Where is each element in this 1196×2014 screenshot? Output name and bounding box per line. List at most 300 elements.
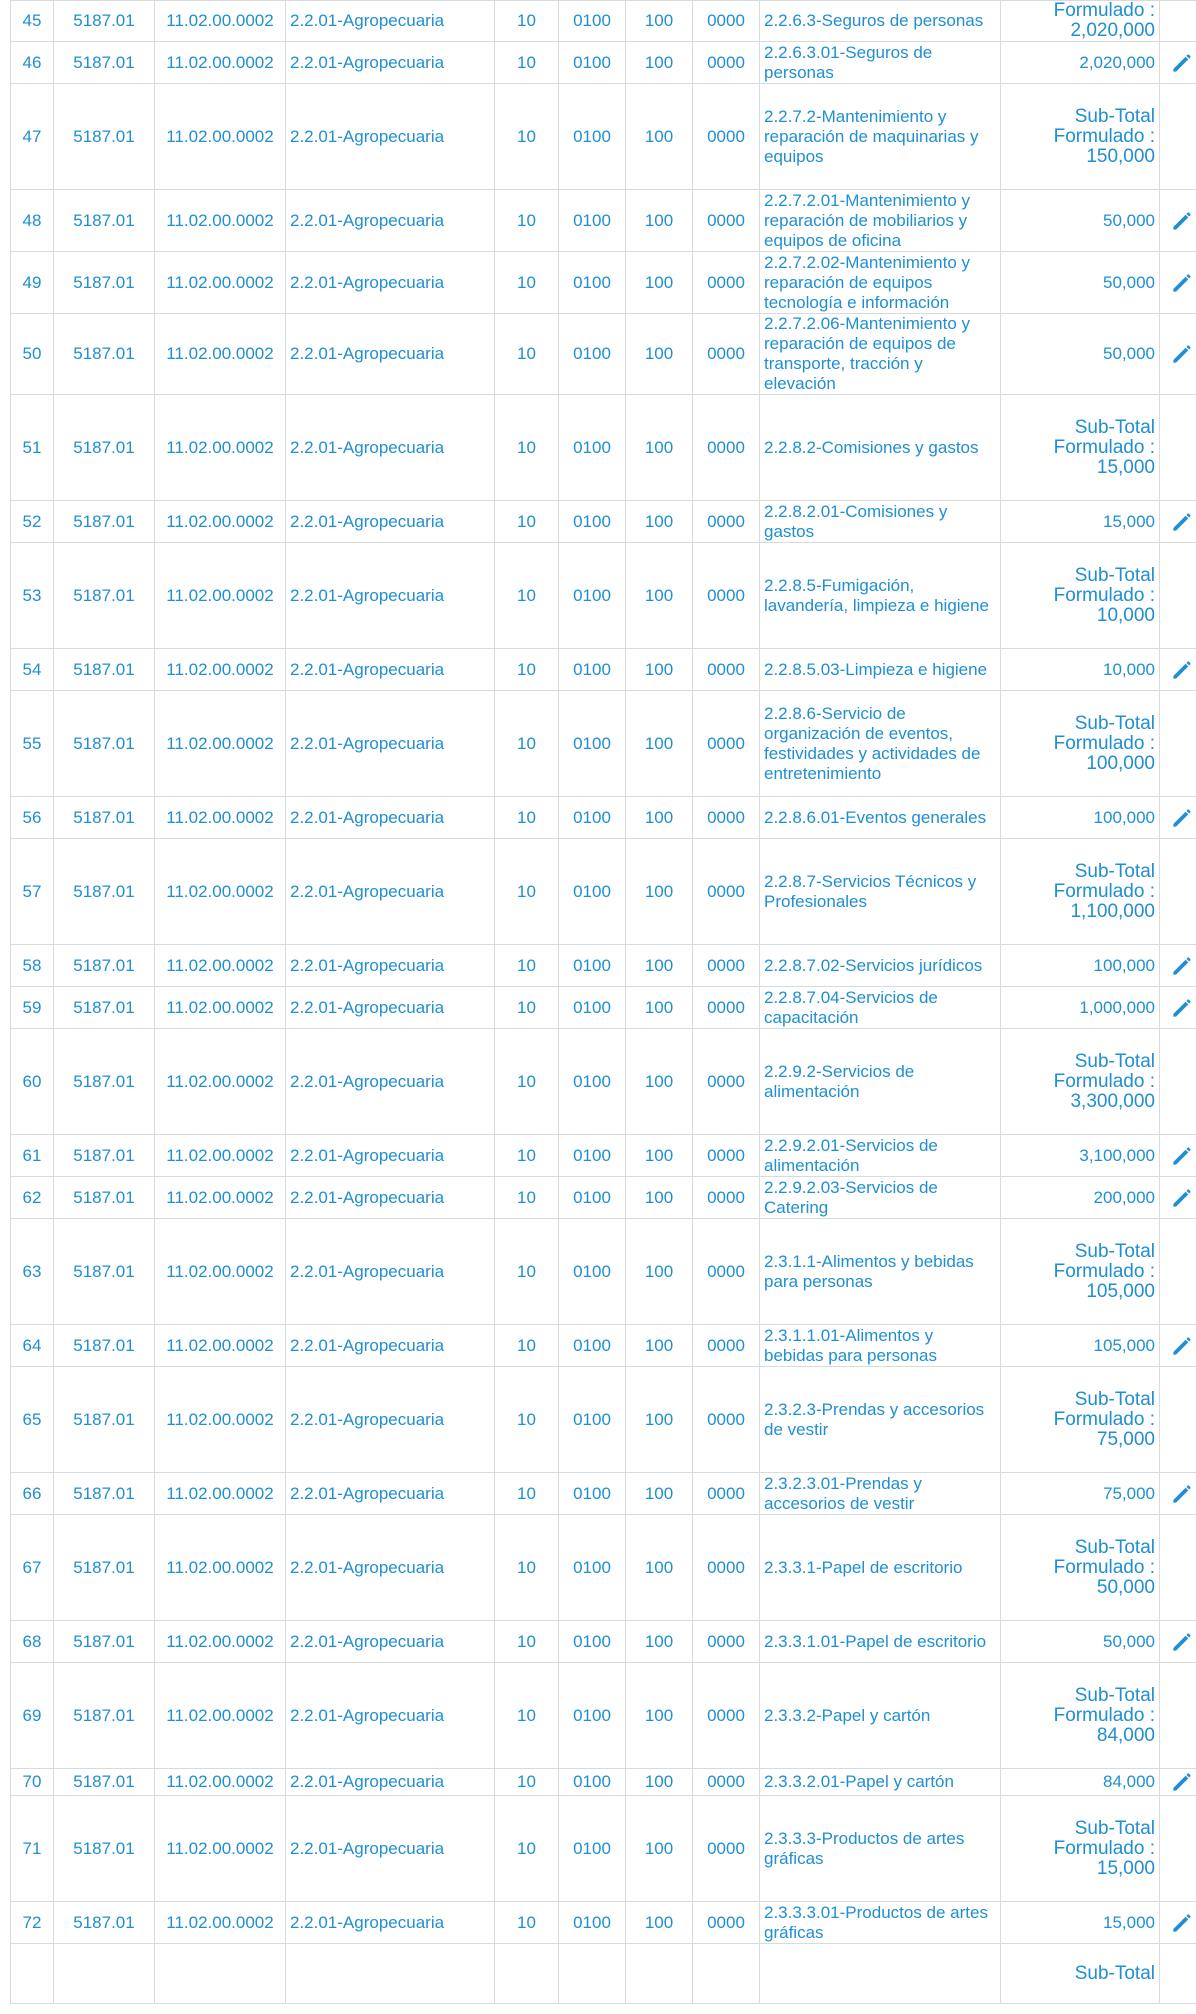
amount-value: 15,000 <box>1103 511 1155 531</box>
unit-cell: 2.2.01-Agropecuaria <box>286 252 495 314</box>
object-description-cell: 2.3.3.2.01-Papel y cartón <box>760 1769 1001 1796</box>
amount-cell <box>1001 1177 1160 1219</box>
amount-cell <box>1001 252 1160 314</box>
object-description-cell: 2.2.6.3.01-Seguros de personas <box>760 42 1001 84</box>
amount-value: 50,000 <box>1103 210 1155 230</box>
location-cell <box>693 1944 760 2004</box>
row-number-cell: 60 <box>11 1029 54 1135</box>
actions-cell <box>1160 1029 1196 1135</box>
table-row <box>11 1621 1196 1663</box>
table-row <box>11 501 1196 543</box>
subtotal-line: Sub-Total <box>1074 564 1155 586</box>
subtotal-line: 150,000 <box>1086 145 1155 167</box>
activity-cell: 100 <box>626 1473 693 1515</box>
object-description-cell: 2.3.3.2-Papel y cartón <box>760 1663 1001 1769</box>
function-cell: 0100 <box>559 839 626 945</box>
activity-cell: 100 <box>626 42 693 84</box>
table-row <box>11 839 1196 945</box>
function-cell: 0100 <box>559 84 626 190</box>
location-cell: 0000 <box>693 1177 760 1219</box>
account-code-cell: 11.02.00.0002 <box>155 1029 286 1135</box>
function-cell: 0100 <box>559 1367 626 1473</box>
program-code-cell <box>54 1944 155 2004</box>
source-cell: 10 <box>495 1902 559 1944</box>
account-code-cell: 11.02.00.0002 <box>155 1621 286 1663</box>
table-row <box>11 691 1196 797</box>
amount-cell <box>1001 797 1160 839</box>
row-number-cell: 59 <box>11 987 54 1029</box>
table-row <box>11 190 1196 252</box>
table-row <box>11 1177 1196 1219</box>
object-description-cell: 2.2.9.2.01-Servicios de alimentación <box>760 1135 1001 1177</box>
table-row <box>11 1029 1196 1135</box>
row-actions <box>1164 953 1196 979</box>
amount-cell <box>1001 691 1160 797</box>
row-actions <box>1164 50 1196 76</box>
object-description-cell: 2.2.7.2.06-Mantenimiento y reparación de equipos de transporte, tracción y elevación <box>760 314 1001 395</box>
subtotal-line: Formulado : <box>1053 125 1155 147</box>
actions-cell <box>1160 190 1196 252</box>
row-number-cell: 53 <box>11 543 54 649</box>
actions-cell <box>1160 1177 1196 1219</box>
pencil-icon[interactable] <box>1169 270 1195 296</box>
actions-cell <box>1160 1663 1196 1769</box>
subtotal-line: 2,020,000 <box>1070 20 1155 41</box>
location-cell: 0000 <box>693 252 760 314</box>
row-actions <box>1164 1769 1196 1795</box>
amount-cell <box>1001 1219 1160 1325</box>
table-row <box>11 42 1196 84</box>
account-code-cell: 11.02.00.0002 <box>155 1325 286 1367</box>
row-number-cell: 49 <box>11 252 54 314</box>
amount-cell <box>1001 190 1160 252</box>
program-code-cell: 5187.01 <box>54 945 155 987</box>
pencil-icon[interactable] <box>1169 953 1195 979</box>
subtotal-line: Sub-Total <box>1074 416 1155 438</box>
account-code-cell: 11.02.00.0002 <box>155 190 286 252</box>
unit-cell: 2.2.01-Agropecuaria <box>286 839 495 945</box>
location-cell: 0000 <box>693 945 760 987</box>
unit-cell: 2.2.01-Agropecuaria <box>286 42 495 84</box>
table-row <box>11 1473 1196 1515</box>
unit-cell: 2.2.01-Agropecuaria <box>286 1769 495 1796</box>
program-code-cell: 5187.01 <box>54 1219 155 1325</box>
source-cell: 10 <box>495 691 559 797</box>
location-cell: 0000 <box>693 1621 760 1663</box>
row-number-cell: 46 <box>11 42 54 84</box>
table-row <box>11 1769 1196 1796</box>
row-number-cell: 69 <box>11 1663 54 1769</box>
location-cell: 0000 <box>693 1796 760 1902</box>
account-code-cell: 11.02.00.0002 <box>155 1515 286 1621</box>
function-cell: 0100 <box>559 42 626 84</box>
program-code-cell: 5187.01 <box>54 839 155 945</box>
function-cell: 0100 <box>559 1663 626 1769</box>
actions-cell <box>1160 543 1196 649</box>
row-number-cell: 68 <box>11 1621 54 1663</box>
actions-cell <box>1160 1796 1196 1902</box>
table-row <box>11 945 1196 987</box>
amount-cell <box>1001 543 1160 649</box>
program-code-cell: 5187.01 <box>54 1663 155 1769</box>
amount-cell <box>1001 84 1160 190</box>
unit-cell <box>286 1944 495 2004</box>
source-cell <box>495 1944 559 2004</box>
object-description-cell: 2.3.3.3-Productos de artes gráficas <box>760 1796 1001 1902</box>
unit-cell: 2.2.01-Agropecuaria <box>286 1 495 42</box>
account-code-cell: 11.02.00.0002 <box>155 1902 286 1944</box>
amount-cell <box>1001 1325 1160 1367</box>
activity-cell: 100 <box>626 1621 693 1663</box>
table-row <box>11 797 1196 839</box>
row-actions <box>1164 1333 1196 1359</box>
location-cell: 0000 <box>693 84 760 190</box>
amount-cell <box>1001 987 1160 1029</box>
object-description-cell: 2.2.8.2.01-Comisiones y gastos <box>760 501 1001 543</box>
source-cell: 10 <box>495 1029 559 1135</box>
location-cell: 0000 <box>693 42 760 84</box>
amount-value: 3,100,000 <box>1079 1145 1155 1165</box>
subtotal-line: Formulado : <box>1053 584 1155 606</box>
function-cell: 0100 <box>559 543 626 649</box>
location-cell: 0000 <box>693 1473 760 1515</box>
subtotal-line: Formulado : <box>1053 0 1155 21</box>
row-number-cell: 48 <box>11 190 54 252</box>
object-description-cell: 2.2.7.2-Mantenimiento y reparación de maquinarias y equipos <box>760 84 1001 190</box>
table-row <box>11 84 1196 190</box>
amount-cell <box>1001 1473 1160 1515</box>
row-number-cell: 64 <box>11 1325 54 1367</box>
pencil-icon[interactable] <box>1169 208 1195 234</box>
source-cell: 10 <box>495 1135 559 1177</box>
actions-cell <box>1160 649 1196 691</box>
row-number-cell: 67 <box>11 1515 54 1621</box>
source-cell: 10 <box>495 1515 559 1621</box>
pencil-icon[interactable] <box>1169 341 1195 367</box>
object-description-cell: 2.2.9.2.03-Servicios de Catering <box>760 1177 1001 1219</box>
object-description-cell: 2.3.3.1.01-Papel de escritorio <box>760 1621 1001 1663</box>
unit-cell: 2.2.01-Agropecuaria <box>286 501 495 543</box>
source-cell: 10 <box>495 797 559 839</box>
amount-value: 100,000 <box>1093 955 1155 975</box>
activity-cell: 100 <box>626 797 693 839</box>
program-code-cell: 5187.01 <box>54 1473 155 1515</box>
activity-cell: 100 <box>626 1515 693 1621</box>
function-cell: 0100 <box>559 1135 626 1177</box>
account-code-cell: 11.02.00.0002 <box>155 1 286 42</box>
location-cell: 0000 <box>693 1029 760 1135</box>
subtotal-line: 10,000 <box>1096 604 1155 626</box>
source-cell: 10 <box>495 314 559 395</box>
subtotal-line: Sub-Total <box>1074 1962 1155 1984</box>
activity-cell: 100 <box>626 252 693 314</box>
subtotal-line: Formulado : <box>1053 1556 1155 1578</box>
source-cell: 10 <box>495 1473 559 1515</box>
activity-cell: 100 <box>626 1219 693 1325</box>
pencil-icon[interactable] <box>1169 1769 1195 1795</box>
row-number-cell: 58 <box>11 945 54 987</box>
source-cell: 10 <box>495 1367 559 1473</box>
unit-cell: 2.2.01-Agropecuaria <box>286 987 495 1029</box>
location-cell: 0000 <box>693 1515 760 1621</box>
subtotal-line: Sub-Total <box>1074 1536 1155 1558</box>
actions-cell <box>1160 1515 1196 1621</box>
subtotal-line: Sub-Total <box>1074 712 1155 734</box>
source-cell: 10 <box>495 395 559 501</box>
object-description-cell <box>760 1944 1001 2004</box>
object-description-cell: 2.3.1.1.01-Alimentos y bebidas para personas <box>760 1325 1001 1367</box>
pencil-icon[interactable] <box>1169 509 1195 535</box>
pencil-icon[interactable] <box>1169 1143 1195 1169</box>
source-cell: 10 <box>495 1663 559 1769</box>
pencil-icon[interactable] <box>1169 1185 1195 1211</box>
source-cell: 10 <box>495 252 559 314</box>
location-cell: 0000 <box>693 691 760 797</box>
activity-cell: 100 <box>626 649 693 691</box>
subtotal-line: 3,300,000 <box>1070 1090 1155 1112</box>
account-code-cell: 11.02.00.0002 <box>155 501 286 543</box>
amount-cell <box>1001 1769 1160 1796</box>
row-number-cell: 50 <box>11 314 54 395</box>
location-cell: 0000 <box>693 190 760 252</box>
subtotal-line: Formulado : <box>1053 732 1155 754</box>
program-code-cell: 5187.01 <box>54 543 155 649</box>
actions-cell <box>1160 1367 1196 1473</box>
program-code-cell: 5187.01 <box>54 797 155 839</box>
row-number-cell: 52 <box>11 501 54 543</box>
location-cell: 0000 <box>693 543 760 649</box>
row-actions <box>1164 509 1196 535</box>
budget-table-sheet <box>10 0 1196 2014</box>
pencil-icon[interactable] <box>1169 1629 1195 1655</box>
amount-cell <box>1001 1 1160 42</box>
unit-cell: 2.2.01-Agropecuaria <box>286 314 495 395</box>
row-actions <box>1164 1143 1196 1169</box>
account-code-cell: 11.02.00.0002 <box>155 1796 286 1902</box>
program-code-cell: 5187.01 <box>54 1029 155 1135</box>
amount-value: 75,000 <box>1103 1483 1155 1503</box>
row-number-cell: 70 <box>11 1769 54 1796</box>
program-code-cell: 5187.01 <box>54 987 155 1029</box>
row-number-cell <box>11 1944 54 2004</box>
table-row <box>11 1944 1196 2004</box>
amount-cell <box>1001 1663 1160 1769</box>
object-description-cell: 2.2.8.5.03-Limpieza e higiene <box>760 649 1001 691</box>
subtotal-line: Formulado : <box>1053 436 1155 458</box>
object-description-cell: 2.2.7.2.02-Mantenimiento y reparación de equipos tecnología e información <box>760 252 1001 314</box>
activity-cell: 100 <box>626 1902 693 1944</box>
actions-cell <box>1160 987 1196 1029</box>
activity-cell: 100 <box>626 1796 693 1902</box>
activity-cell: 100 <box>626 1367 693 1473</box>
account-code-cell: 11.02.00.0002 <box>155 1663 286 1769</box>
unit-cell: 2.2.01-Agropecuaria <box>286 797 495 839</box>
unit-cell: 2.2.01-Agropecuaria <box>286 1325 495 1367</box>
account-code-cell: 11.02.00.0002 <box>155 691 286 797</box>
source-cell: 10 <box>495 42 559 84</box>
row-number-cell: 65 <box>11 1367 54 1473</box>
table-row <box>11 543 1196 649</box>
table-row <box>11 987 1196 1029</box>
unit-cell: 2.2.01-Agropecuaria <box>286 190 495 252</box>
function-cell <box>559 1944 626 2004</box>
actions-cell <box>1160 1621 1196 1663</box>
account-code-cell: 11.02.00.0002 <box>155 314 286 395</box>
account-code-cell: 11.02.00.0002 <box>155 42 286 84</box>
source-cell: 10 <box>495 190 559 252</box>
amount-value: 200,000 <box>1093 1187 1155 1207</box>
activity-cell: 100 <box>626 1325 693 1367</box>
pencil-icon[interactable] <box>1169 50 1195 76</box>
table-row <box>11 1219 1196 1325</box>
pencil-icon[interactable] <box>1169 1481 1195 1507</box>
program-code-cell: 5187.01 <box>54 314 155 395</box>
actions-cell <box>1160 42 1196 84</box>
source-cell: 10 <box>495 945 559 987</box>
actions-cell <box>1160 395 1196 501</box>
object-description-cell: 2.3.1.1-Alimentos y bebidas para personas <box>760 1219 1001 1325</box>
program-code-cell: 5187.01 <box>54 1796 155 1902</box>
object-description-cell: 2.2.8.6-Servicio de organización de eventos, festividades y actividades de entretenimiento <box>760 691 1001 797</box>
source-cell: 10 <box>495 987 559 1029</box>
amount-cell <box>1001 1367 1160 1473</box>
function-cell: 0100 <box>559 1769 626 1796</box>
actions-cell <box>1160 1769 1196 1796</box>
object-description-cell: 2.2.8.2-Comisiones y gastos <box>760 395 1001 501</box>
program-code-cell: 5187.01 <box>54 1621 155 1663</box>
amount-cell <box>1001 395 1160 501</box>
activity-cell: 100 <box>626 543 693 649</box>
subtotal-line: Formulado : <box>1053 880 1155 902</box>
table-row <box>11 395 1196 501</box>
table-row <box>11 252 1196 314</box>
actions-cell <box>1160 839 1196 945</box>
unit-cell: 2.2.01-Agropecuaria <box>286 395 495 501</box>
location-cell: 0000 <box>693 1 760 42</box>
program-code-cell: 5187.01 <box>54 1769 155 1796</box>
function-cell: 0100 <box>559 691 626 797</box>
row-number-cell: 45 <box>11 1 54 42</box>
unit-cell: 2.2.01-Agropecuaria <box>286 1796 495 1902</box>
function-cell: 0100 <box>559 797 626 839</box>
amount-value: 2,020,000 <box>1079 52 1155 72</box>
location-cell: 0000 <box>693 987 760 1029</box>
function-cell: 0100 <box>559 1177 626 1219</box>
actions-cell <box>1160 84 1196 190</box>
source-cell: 10 <box>495 84 559 190</box>
amount-value: 50,000 <box>1103 272 1155 292</box>
row-actions <box>1164 1481 1196 1507</box>
account-code-cell: 11.02.00.0002 <box>155 1473 286 1515</box>
row-actions <box>1164 1185 1196 1211</box>
account-code-cell: 11.02.00.0002 <box>155 987 286 1029</box>
pencil-icon[interactable] <box>1169 657 1195 683</box>
subtotal-line: 84,000 <box>1096 1724 1155 1746</box>
unit-cell: 2.2.01-Agropecuaria <box>286 649 495 691</box>
table-row <box>11 1367 1196 1473</box>
account-code-cell: 11.02.00.0002 <box>155 252 286 314</box>
amount-value: 50,000 <box>1103 344 1155 363</box>
activity-cell: 100 <box>626 314 693 395</box>
amount-value: 10,000 <box>1103 659 1155 679</box>
object-description-cell: 2.2.7.2.01-Mantenimiento y reparación de mobiliarios y equipos de oficina <box>760 190 1001 252</box>
amount-cell <box>1001 1515 1160 1621</box>
unit-cell: 2.2.01-Agropecuaria <box>286 1135 495 1177</box>
source-cell: 10 <box>495 543 559 649</box>
location-cell: 0000 <box>693 797 760 839</box>
budget-lines-table <box>10 0 1196 2004</box>
subtotal-line: Formulado : <box>1053 1837 1155 1859</box>
function-cell: 0100 <box>559 1 626 42</box>
amount-value: 84,000 <box>1103 1772 1155 1791</box>
row-actions <box>1164 208 1196 234</box>
location-cell: 0000 <box>693 1367 760 1473</box>
program-code-cell: 5187.01 <box>54 501 155 543</box>
function-cell: 0100 <box>559 987 626 1029</box>
object-description-cell: 2.2.6.3-Seguros de personas <box>760 1 1001 42</box>
program-code-cell: 5187.01 <box>54 1 155 42</box>
row-actions <box>1164 1910 1196 1936</box>
function-cell: 0100 <box>559 190 626 252</box>
function-cell: 0100 <box>559 1029 626 1135</box>
table-row <box>11 1515 1196 1621</box>
row-number-cell: 66 <box>11 1473 54 1515</box>
object-description-cell: 2.2.8.5-Fumigación, lavandería, limpieza e higiene <box>760 543 1001 649</box>
subtotal-line: 75,000 <box>1096 1428 1155 1450</box>
row-actions <box>1164 341 1196 367</box>
source-cell: 10 <box>495 649 559 691</box>
source-cell: 10 <box>495 1 559 42</box>
program-code-cell: 5187.01 <box>54 1367 155 1473</box>
amount-cell <box>1001 1621 1160 1663</box>
function-cell: 0100 <box>559 501 626 543</box>
location-cell: 0000 <box>693 1325 760 1367</box>
activity-cell: 100 <box>626 987 693 1029</box>
pencil-icon[interactable] <box>1169 1910 1195 1936</box>
subtotal-line: Formulado : <box>1053 1704 1155 1726</box>
location-cell: 0000 <box>693 839 760 945</box>
account-code-cell: 11.02.00.0002 <box>155 839 286 945</box>
pencil-icon[interactable] <box>1169 995 1195 1021</box>
source-cell: 10 <box>495 1177 559 1219</box>
function-cell: 0100 <box>559 252 626 314</box>
amount-cell <box>1001 649 1160 691</box>
source-cell: 10 <box>495 501 559 543</box>
subtotal-line: Formulado : <box>1053 1408 1155 1430</box>
account-code-cell: 11.02.00.0002 <box>155 1177 286 1219</box>
unit-cell: 2.2.01-Agropecuaria <box>286 84 495 190</box>
table-row <box>11 1325 1196 1367</box>
pencil-icon[interactable] <box>1169 1333 1195 1359</box>
account-code-cell: 11.02.00.0002 <box>155 797 286 839</box>
actions-cell <box>1160 1902 1196 1944</box>
program-code-cell: 5187.01 <box>54 1902 155 1944</box>
location-cell: 0000 <box>693 395 760 501</box>
row-number-cell: 47 <box>11 84 54 190</box>
activity-cell: 100 <box>626 1 693 42</box>
pencil-icon[interactable] <box>1169 805 1195 831</box>
location-cell: 0000 <box>693 1135 760 1177</box>
row-number-cell: 63 <box>11 1219 54 1325</box>
location-cell: 0000 <box>693 501 760 543</box>
amount-cell <box>1001 1135 1160 1177</box>
table-row <box>11 1 1196 42</box>
program-code-cell: 5187.01 <box>54 395 155 501</box>
location-cell: 0000 <box>693 314 760 395</box>
actions-cell <box>1160 1944 1196 2004</box>
subtotal-line: Sub-Total <box>1074 1388 1155 1410</box>
subtotal-line: 100,000 <box>1086 752 1155 774</box>
